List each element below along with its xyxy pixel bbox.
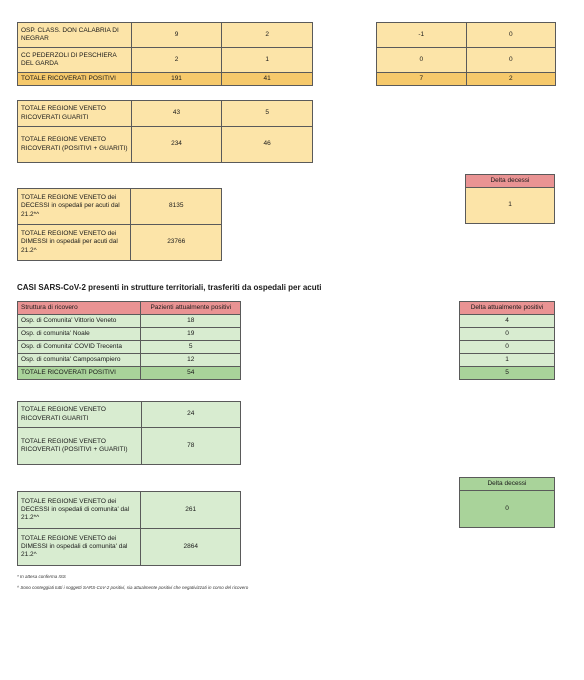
delta-positivi: 0 [377,48,467,73]
guariti-value: 1 [222,48,313,73]
total-row [377,73,556,86]
delta-total: 5 [460,367,555,380]
table-row [460,341,555,354]
delta-header: Delta attualmente positivi [460,302,555,315]
summary-label: TOTALE REGIONE VENETO RICOVERATI GUARITI [18,101,132,127]
territorial-delta-deaths-table [459,477,555,528]
table-row [18,23,313,48]
table-row [460,491,555,528]
pazienti-value: 19 [141,328,241,341]
delta-decessi-value: 1 [466,188,555,224]
footnote-iss: * In attesa conferma ISS [17,574,66,579]
pazienti-value: 5 [141,341,241,354]
header-struttura: Struttura di ricovero [18,302,141,315]
dimessi-label: TOTALE REGIONE VENETO dei DIMESSI in ospedali di comunita' dal 21.2^ [18,529,141,566]
total-positivi: 191 [131,73,222,86]
total-label: TOTALE RICOVERATI POSITIVI [18,367,141,380]
struttura-name: Osp. di Comunita' Vittorio Veneto [18,315,141,328]
table-row [18,354,241,367]
summary-value: 5 [222,101,313,127]
delta-decessi-header: Delta decessi [460,478,555,491]
summary-label: TOTALE REGIONE VENETO RICOVERATI (POSITIVI + GUARITI) [18,127,132,163]
total-label: TOTALE RICOVERATI POSITIVI [18,73,132,86]
hospital-name: OSP. CLASS. DON CALABRIA DI NEGRAR [18,23,132,48]
summary-label: TOTALE REGIONE VENETO RICOVERATI (POSITIVI + GUARITI) [18,428,142,465]
delta-total-guariti: 2 [466,73,556,86]
table-header [466,175,555,188]
struttura-name: Osp. di Comunita' COVID Trecenta [18,341,141,354]
table-row [377,23,556,48]
total-row [460,367,555,380]
territorial-summary-table [17,401,241,465]
table-row [18,101,313,127]
table-row [18,492,241,529]
summary-value: 43 [131,101,222,127]
table-row [18,402,241,428]
summary-label: TOTALE REGIONE VENETO RICOVERATI GUARITI [18,402,142,428]
table-row [18,315,241,328]
table-row [18,127,313,163]
table-row [18,328,241,341]
table-header [460,478,555,491]
table-header [460,302,555,315]
footnote-positivi: ^ Sono conteggiati tutti i soggetti SARS-CoV-2 positivi, sia attualmente positivi che negativizzati in corso del ricovero [17,585,249,590]
table-row [18,48,313,73]
decessi-value: 8135 [131,189,222,225]
positivi-value: 2 [131,48,222,73]
struttura-name: Osp. di comunita' Noale [18,328,141,341]
section-title: CASI SARS-CoV-2 presenti in strutture territoriali, trasferiti da ospedali per acuti [17,283,322,292]
delta-value: 0 [460,341,555,354]
delta-total-positivi: 7 [377,73,467,86]
dimessi-value: 2864 [141,529,241,566]
delta-value: 4 [460,315,555,328]
summary-value: 24 [141,402,240,428]
territorial-deaths-table [17,491,241,566]
table-row [460,315,555,328]
decessi-value: 261 [141,492,241,529]
table-row [466,188,555,224]
delta-value: 0 [460,328,555,341]
table-row [377,48,556,73]
hospital-delta-deaths-table [465,174,555,224]
pazienti-value: 12 [141,354,241,367]
summary-value: 78 [141,428,240,465]
delta-guariti: 0 [466,48,556,73]
guariti-value: 2 [222,23,313,48]
hospital-name: CC PEDERZOLI DI PESCHIERA DEL GARDA [18,48,132,73]
total-row [18,73,313,86]
table-row [18,341,241,354]
dimessi-label: TOTALE REGIONE VENETO dei DIMESSI in ospedali per acuti dal 21.2^ [18,225,131,261]
table-row [18,428,241,465]
total-value: 54 [141,367,241,380]
struttura-name: Osp. di comunita' Camposampiero [18,354,141,367]
table-row [460,354,555,367]
territorial-table [17,301,241,380]
hospital-deaths-table [17,188,222,261]
hospital-table [17,22,313,86]
delta-positivi: -1 [377,23,467,48]
hospital-delta-table [376,22,556,86]
delta-value: 1 [460,354,555,367]
table-row [18,225,222,261]
table-row [18,529,241,566]
total-guariti: 41 [222,73,313,86]
header-pazienti: Pazienti attualmente positivi [141,302,241,315]
delta-decessi-header: Delta decessi [466,175,555,188]
table-header [18,302,241,315]
hospital-summary-table [17,100,313,163]
summary-value: 234 [131,127,222,163]
dimessi-value: 23766 [131,225,222,261]
table-row [18,189,222,225]
table-row [460,328,555,341]
decessi-label: TOTALE REGIONE VENETO dei DECESSI in ospedali di comunita' dal 21.2*^ [18,492,141,529]
territorial-delta-table [459,301,555,380]
decessi-label: TOTALE REGIONE VENETO dei DECESSI in ospedali per acuti dal 21.2*^ [18,189,131,225]
pazienti-value: 18 [141,315,241,328]
total-row [18,367,241,380]
positivi-value: 9 [131,23,222,48]
summary-value: 46 [222,127,313,163]
delta-guariti: 0 [466,23,556,48]
delta-decessi-value: 0 [460,491,555,528]
